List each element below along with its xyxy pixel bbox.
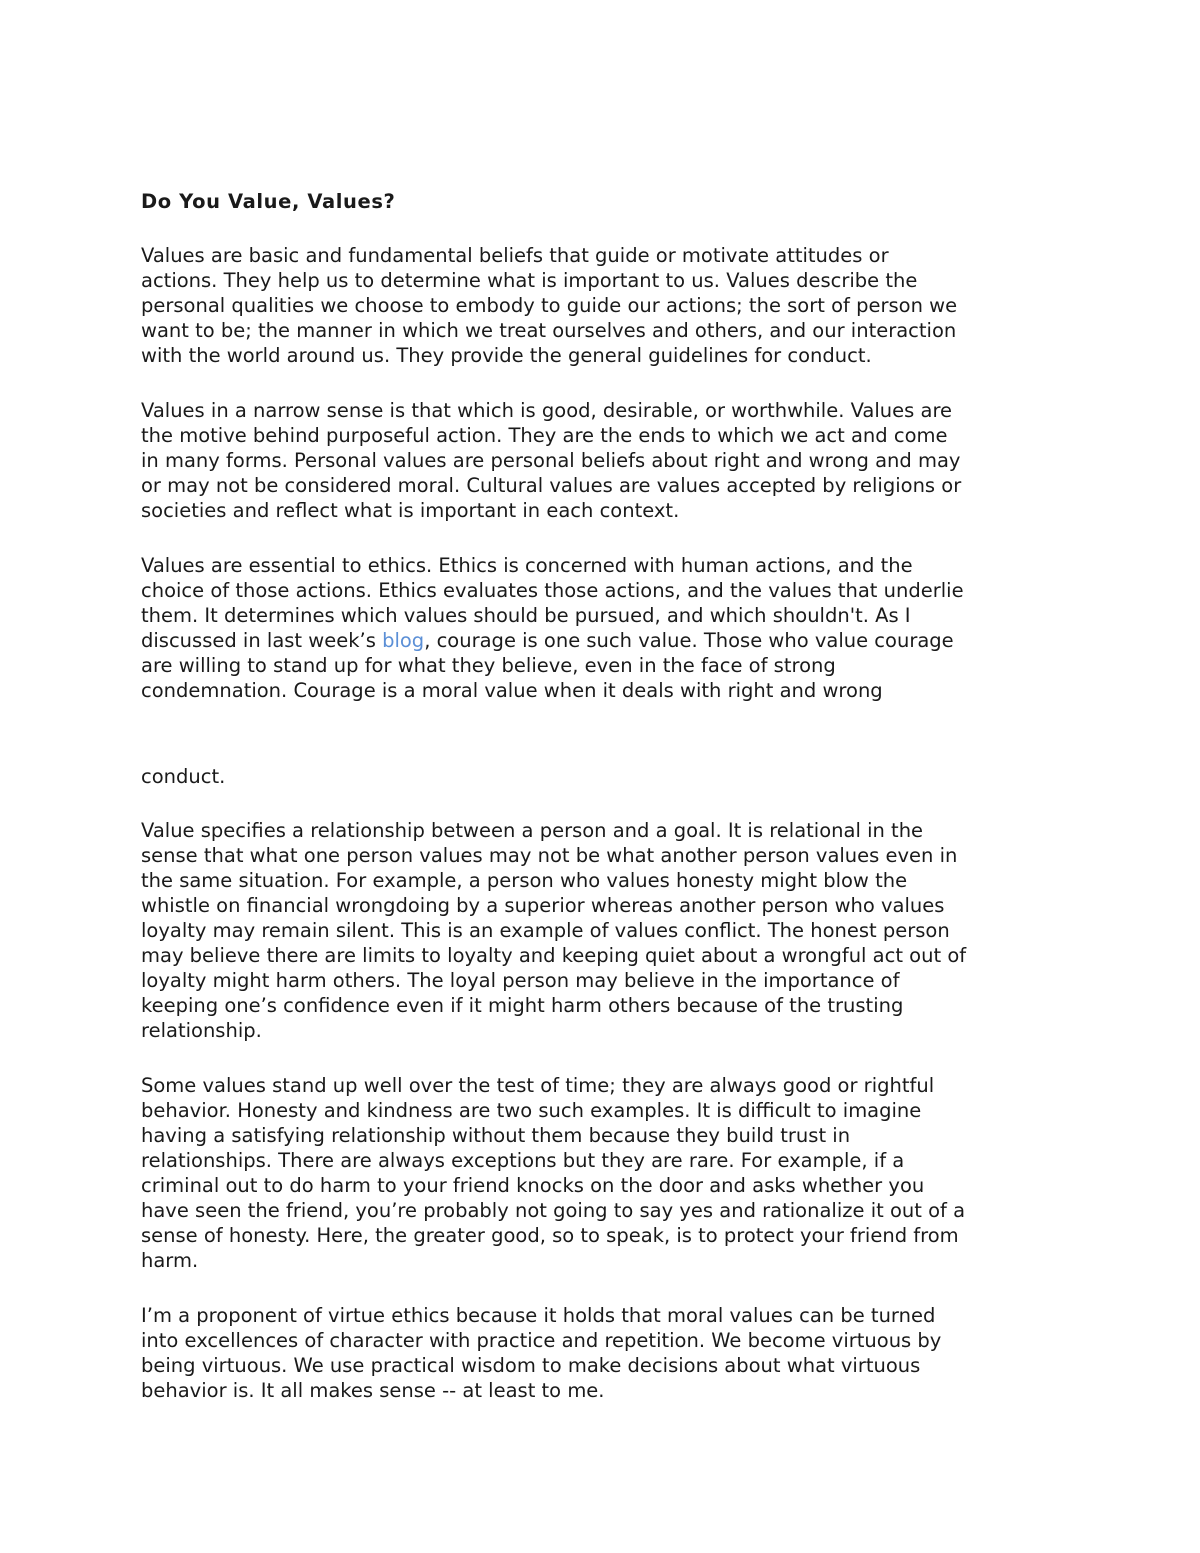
text-line: societies and reflect what is important in each context.: [141, 499, 680, 522]
paragraph-ethics: [141, 553, 964, 703]
text-line: personal qualities we choose to embody to guide our actions; the sort of person we: [141, 294, 958, 317]
text-line: loyalty may remain silent. This is an example of values conflict. The honest person: [141, 919, 950, 942]
text-line: into excellences of character with practice and repetition. We become virtuous by: [141, 1329, 942, 1352]
text-line: being virtuous. We use practical wisdom to make decisions about what virtuous: [141, 1354, 921, 1377]
link-line-after: , courage is one such value. Those who value courage: [424, 629, 954, 652]
text-line: have seen the friend, you’re probably not going to say yes and rationalize it out of a: [141, 1199, 966, 1222]
text-line: condemnation. Courage is a moral value when it deals with right and wrong: [141, 679, 883, 702]
text-line: Values are basic and fundamental beliefs that guide or motivate attitudes or: [141, 244, 889, 267]
text-line: with the world around us. They provide the general guidelines for conduct.: [141, 344, 872, 367]
document-title: Do You Value, Values?: [141, 190, 396, 213]
text-line: behavior is. It all makes sense -- at least to me.: [141, 1379, 605, 1402]
paragraph-virtue-ethics: [141, 1303, 941, 1403]
text-line: relationships. There are always exceptions but they are rare. For example, if a: [141, 1149, 905, 1172]
text-line: want to be; the manner in which we treat ourselves and others, and our interaction: [141, 319, 957, 342]
text-line: relationship.: [141, 1019, 262, 1042]
text-line: conduct.: [141, 765, 226, 788]
text-line: I’m a proponent of virtue ethics because it holds that moral values can be turned: [141, 1304, 936, 1327]
text-line: the motive behind purposeful action. They are the ends to which we act and come: [141, 424, 948, 447]
paragraph-values-definition: [141, 243, 957, 368]
text-line: sense that what one person values may not be what another person values even in: [141, 844, 958, 867]
text-line: behavior. Honesty and kindness are two such examples. It is difficult to imagine: [141, 1099, 922, 1122]
text-line: Values are essential to ethics. Ethics is concerned with human actions, and the: [141, 554, 913, 577]
text-line: loyalty might harm others. The loyal person may believe in the importance of: [141, 969, 900, 992]
text-line: Value specifies a relationship between a person and a goal. It is relational in the: [141, 819, 924, 842]
link-line-before: discussed in last week’s: [141, 629, 383, 652]
text-line: or may not be considered moral. Cultural values are values accepted by religions or: [141, 474, 962, 497]
text-line: them. It determines which values should be pursued, and which shouldn't. As I: [141, 604, 911, 627]
paragraph-test-of-time: [141, 1073, 965, 1273]
text-line: the same situation. For example, a person who values honesty might blow the: [141, 869, 908, 892]
text-line: whistle on financial wrongdoing by a superior whereas another person who values: [141, 894, 945, 917]
text-line: Values in a narrow sense is that which is good, desirable, or worthwhile. Values are: [141, 399, 953, 422]
text-line-with-link: [141, 628, 964, 653]
text-line: choice of those actions. Ethics evaluates those actions, and the values that underlie: [141, 579, 964, 602]
paragraph-relationship: [141, 818, 966, 1043]
text-line: in many forms. Personal values are personal beliefs about right and wrong and may: [141, 449, 961, 472]
text-line: harm.: [141, 1249, 199, 1272]
text-line: keeping one’s confidence even if it might harm others because of the trusting: [141, 994, 904, 1017]
text-line: having a satisfying relationship without them because they build trust in: [141, 1124, 851, 1147]
text-line: sense of honesty. Here, the greater good, so to speak, is to protect your friend from: [141, 1224, 959, 1247]
text-line: criminal out to do harm to your friend knocks on the door and asks whether you: [141, 1174, 925, 1197]
blog-link[interactable]: blog: [382, 629, 425, 652]
text-line: Some values stand up well over the test of time; they are always good or rightful: [141, 1074, 935, 1097]
continuation-text: [141, 764, 225, 789]
text-line: are willing to stand up for what they believe, even in the face of strong: [141, 654, 836, 677]
paragraph-narrow-sense: [141, 398, 961, 523]
text-line: may believe there are limits to loyalty and keeping quiet about a wrongful act out of: [141, 944, 967, 967]
text-line: actions. They help us to determine what is important to us. Values describe the: [141, 269, 918, 292]
